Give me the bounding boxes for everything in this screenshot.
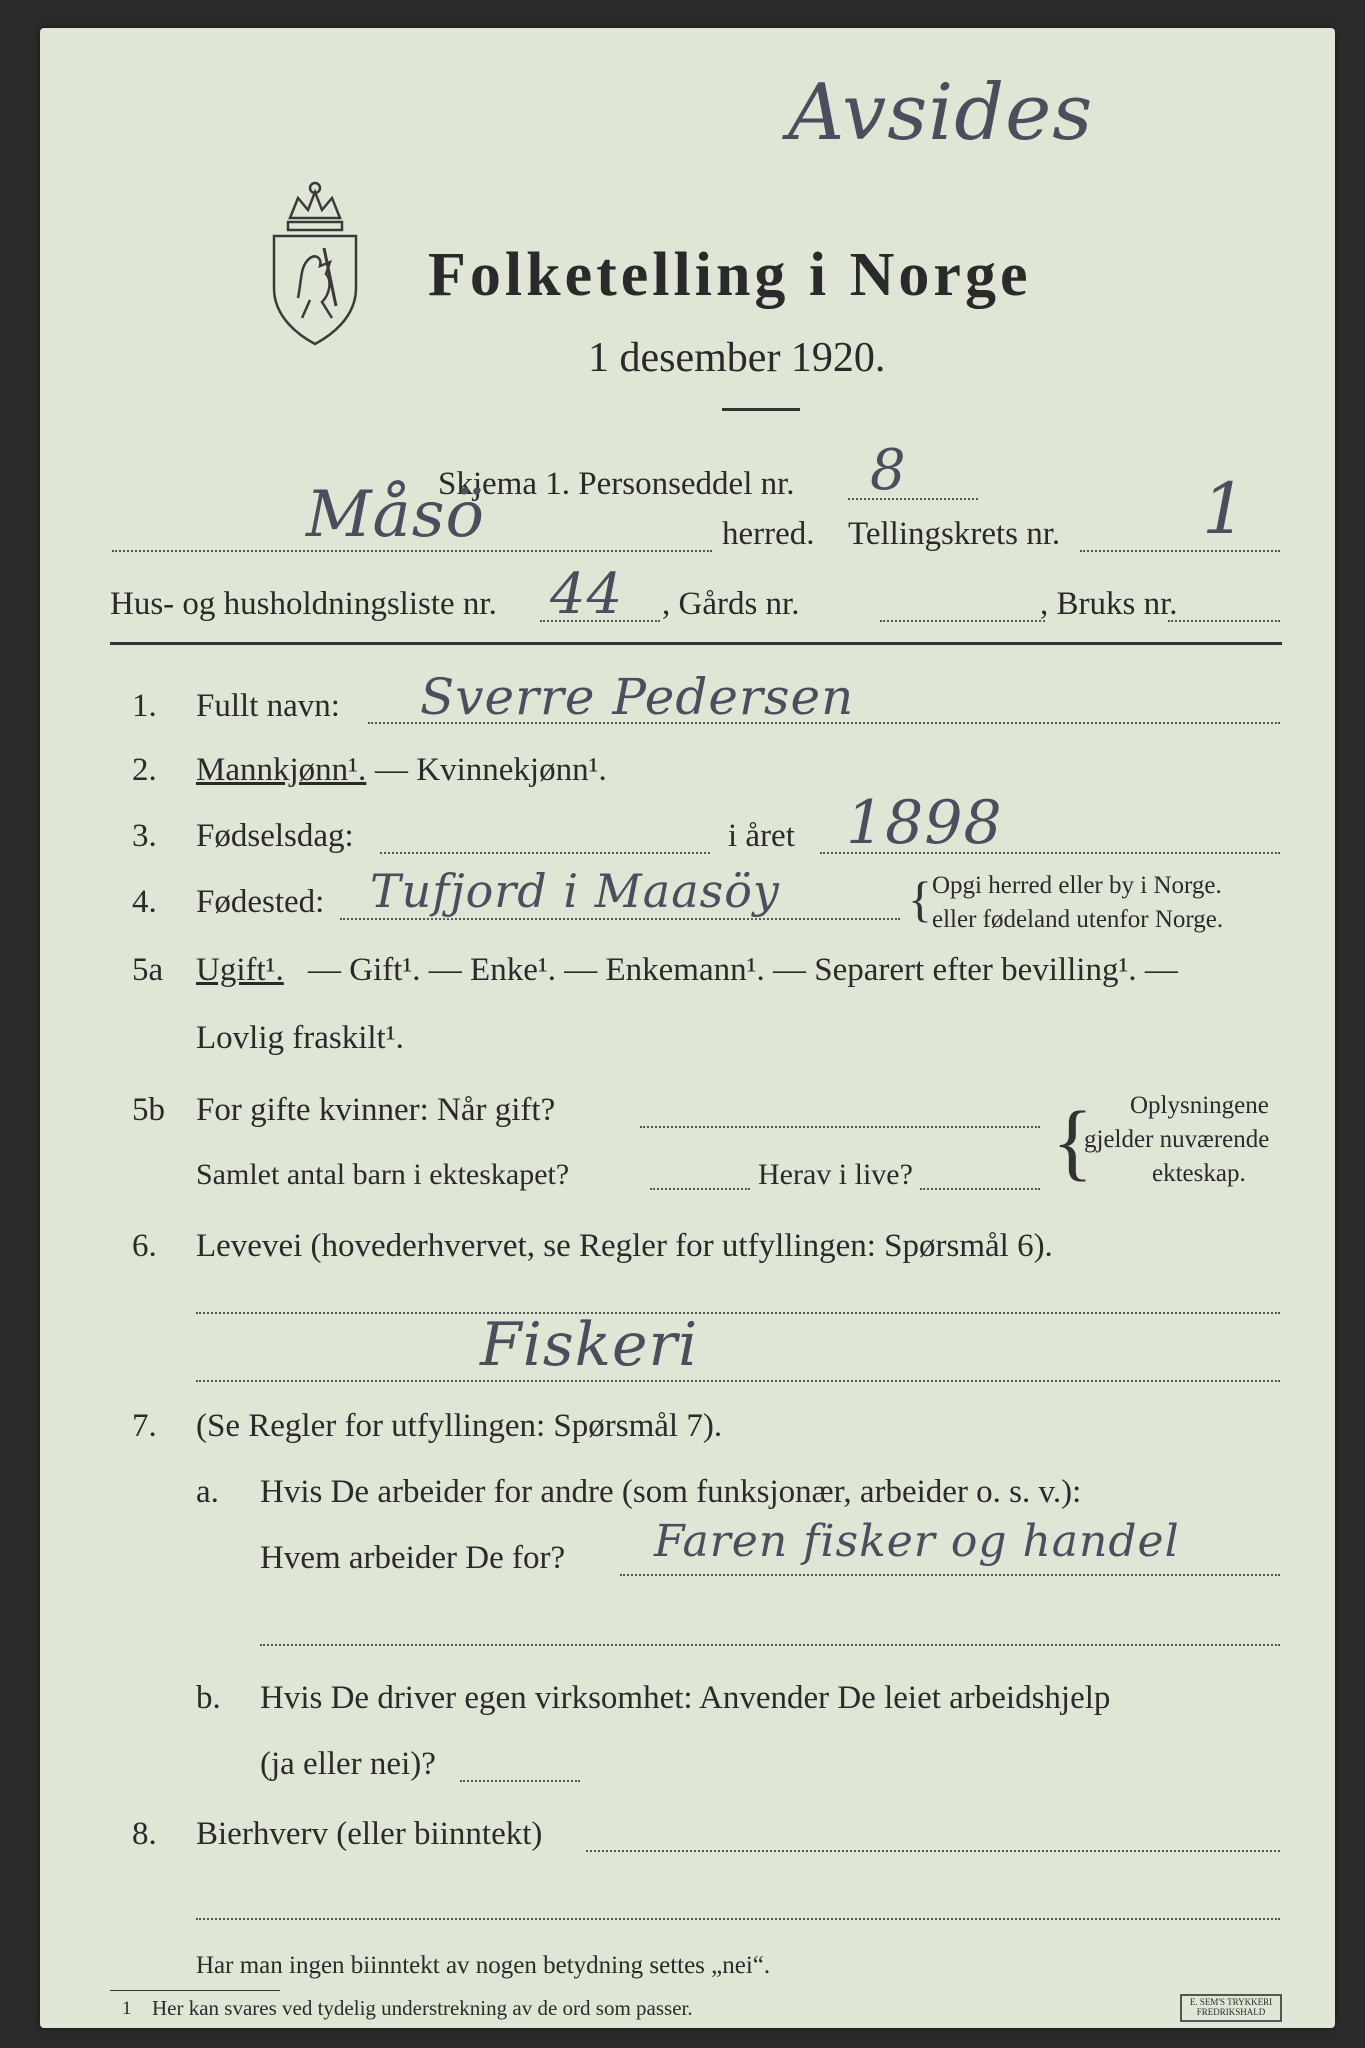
tellingskrets-value-line xyxy=(1080,550,1280,552)
census-date: 1 desember 1920. xyxy=(588,335,886,381)
q2-male-option: Mannkjønn¹. xyxy=(196,752,367,788)
q5b-brace: { xyxy=(1052,1093,1094,1189)
footnote-divider xyxy=(110,1990,280,1991)
bruks-label: , Bruks nr. xyxy=(1040,586,1178,622)
q2-other-options: — Kvinnekjønn¹. xyxy=(375,752,607,788)
side-income-line-1 xyxy=(586,1850,1280,1852)
q4-number: 4. xyxy=(132,884,157,920)
q7b-letter: b. xyxy=(196,1680,221,1716)
title-divider xyxy=(722,408,800,411)
q3-label: Fødselsdag: xyxy=(196,818,354,854)
q7a-label: Hvis De arbeider for andre (som funksjonær, arbeider o. s. v.): xyxy=(260,1474,1082,1510)
q4-label: Fødested: xyxy=(196,884,325,920)
q5a-ugift-option: Ugift¹. xyxy=(196,952,284,988)
coat-of-arms-icon xyxy=(260,178,370,348)
q4-note-2: eller fødeland utenfor Norge. xyxy=(932,906,1224,933)
gards-value-line xyxy=(880,620,1045,622)
gards-label: , Gårds nr. xyxy=(662,586,800,622)
q8-note: Har man ingen biinntekt av nogen betydning settes „nei“. xyxy=(196,1952,771,1979)
birthplace-value: Tufjord i Maasöy xyxy=(370,864,780,918)
section-divider xyxy=(110,642,1282,645)
q5b-alive-label: Herav i live? xyxy=(758,1158,913,1191)
q5b-number: 5b xyxy=(132,1092,165,1128)
q4-brace: { xyxy=(908,871,932,927)
q2-number: 2. xyxy=(132,752,157,788)
tellingskrets-value: 1 xyxy=(1202,468,1248,550)
q7b-line2: (ja eller nei)? xyxy=(260,1746,436,1782)
occupation-line-2 xyxy=(196,1380,1280,1382)
q5b-label: For gifte kvinner: Når gift? xyxy=(196,1092,556,1128)
q3-year-label: i året xyxy=(728,818,795,854)
employer-line-2 xyxy=(260,1644,1280,1646)
printer-stamp: E. SEM'S TRYKKERI FREDRIKSHALD xyxy=(1180,1994,1282,2022)
q5a-line2: Lovlig fraskilt¹. xyxy=(196,1020,404,1056)
q5a-other-options: — Gift¹. — Enke¹. — Enkemann¹. — Separert efter bevilling¹. — xyxy=(308,952,1178,988)
alive-line xyxy=(920,1188,1040,1190)
q4-note-1: Opgi herred eller by i Norge. xyxy=(932,872,1222,899)
children-line xyxy=(650,1188,750,1190)
footnote-text: Her kan svares ved tydelig understrekning av de ord som passer. xyxy=(152,1996,693,2020)
occupation-line-1 xyxy=(196,1312,1280,1314)
q7a-who-label: Hvem arbeider De for? xyxy=(260,1540,566,1576)
employer-line-1 xyxy=(620,1574,1280,1576)
footnote-mark: 1 xyxy=(122,1998,132,2019)
schema-label: Skjema 1. Personseddel nr. xyxy=(438,466,795,502)
birthplace-line xyxy=(340,918,900,920)
q7-label: (Se Regler for utfyllingen: Spørsmål 7). xyxy=(196,1408,723,1444)
q5b-note-1: Oplysningene xyxy=(1130,1092,1269,1119)
married-when-line xyxy=(640,1126,1040,1128)
q6-number: 6. xyxy=(132,1228,157,1264)
full-name-value: Sverre Pedersen xyxy=(420,668,855,726)
employer-value: Faren fisker og handel xyxy=(654,1516,1180,1567)
tellingskrets-label: Tellingskrets nr. xyxy=(848,516,1061,552)
census-form-sheet xyxy=(40,28,1335,2028)
q5a-number: 5a xyxy=(132,952,164,988)
occupation-value: Fiskeri xyxy=(480,1310,699,1380)
q5b-note-2: gjelder nuværende xyxy=(1084,1126,1270,1153)
hus-label: Hus- og husholdningsliste nr. xyxy=(110,586,497,622)
q3-number: 3. xyxy=(132,818,157,854)
q5b-note-3: ekteskap. xyxy=(1152,1160,1246,1187)
q8-number: 8. xyxy=(132,1816,157,1852)
handwritten-annotation: Avsides xyxy=(788,68,1094,158)
q7b-label: Hvis De driver egen virksomhet: Anvender De leiet arbeidshjelp xyxy=(260,1680,1111,1716)
q7-number: 7. xyxy=(132,1408,157,1444)
herred-label: herred. xyxy=(722,516,815,552)
birth-year-value: 1898 xyxy=(846,788,1003,858)
side-income-line-2 xyxy=(196,1918,1280,1920)
q5b-children-label: Samlet antal barn i ekteskapet? xyxy=(196,1158,570,1191)
q1-label: Fullt navn: xyxy=(196,688,340,724)
form-title: Folketelling i Norge xyxy=(428,241,1032,309)
hus-value: 44 xyxy=(550,562,624,627)
schema-value: 8 xyxy=(870,438,907,503)
schema-value-line xyxy=(848,498,978,500)
hired-help-line xyxy=(460,1780,580,1782)
q8-label: Bierhverv (eller biinntekt) xyxy=(196,1816,543,1852)
q7a-letter: a. xyxy=(196,1474,219,1510)
q1-number: 1. xyxy=(132,688,157,724)
q6-label: Levevei (hovederhvervet, se Regler for utfyllingen: Spørsmål 6). xyxy=(196,1228,1053,1264)
birthday-line xyxy=(380,852,710,854)
herred-value: Måsö xyxy=(306,478,486,552)
bruks-value-line xyxy=(1168,620,1280,622)
